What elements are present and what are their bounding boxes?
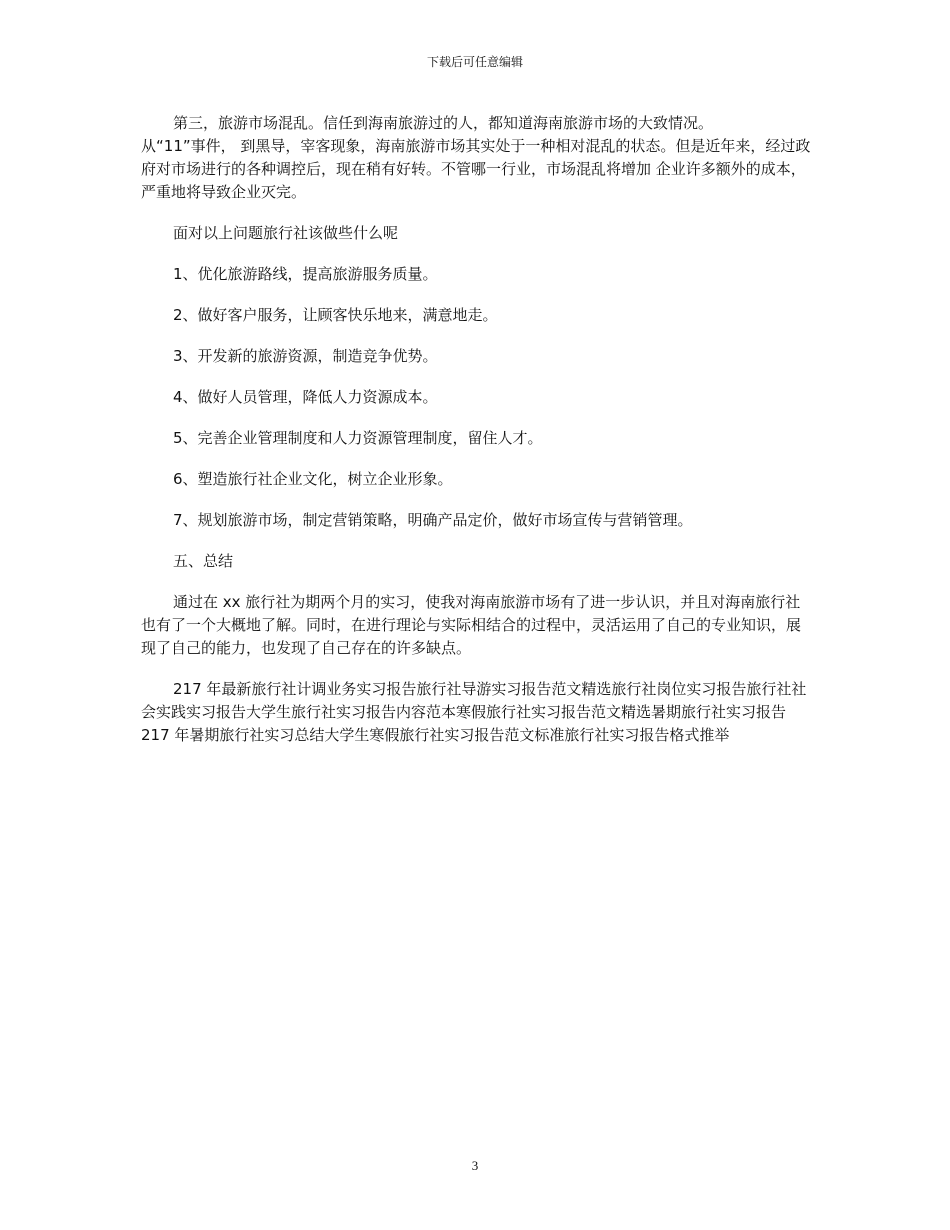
list-item: 5、完善企业管理制度和人力资源管理制度，留住人才。	[173, 429, 543, 447]
page-number: 3	[471, 1158, 479, 1173]
document-body	[141, 112, 813, 747]
paragraph-market-chaos: 从“11”事件， 到黑导，宰客现象，海南旅游市场其实处于一种相对混乱的状态。但是近年来，经过政府对市场进行的各种调控后，现在稍有好转。不管哪一行业，市场混乱将增加 企业许多额外的成本，严重地将导致企业灭完。	[141, 137, 811, 201]
list-item: 7、规划旅游市场，制定营销策略，明确产品定价，做好市场宣传与营销管理。	[173, 511, 693, 529]
paragraph-related-reports: 217 年最新旅行社计调业务实习报告旅行社导游实习报告范文精选旅行社岗位实习报告旅行社社会实践实习报告大学生旅行社实习报告内容范本寒假旅行社实习报告范文精选暑期旅行社实习报告 217 年暑期旅行社实习总结大学生寒假旅行社实习报告范文标准旅行社实习报告格式推举	[141, 680, 807, 744]
paragraph-market-chaos-lead: 第三，旅游市场混乱。信任到海南旅游过的人，都知道海南旅游市场的大致情况。	[173, 114, 714, 132]
section-heading: 五、总结	[173, 552, 234, 570]
paragraph-summary: 通过在 xx 旅行社为期两个月的实习，使我对海南旅游市场有了进一步认识，并且对海南旅行社也有了一个大概地了解。同时，在进行理论与实际相结合的过程中，灵活运用了自己的专业知识，展现了自己的能力，也发现了自己存在的许多缺点。	[141, 593, 802, 657]
page-header: 下载后可任意编辑	[426, 55, 523, 69]
list-item: 2、做好客户服务，让顾客快乐地来，满意地走。	[173, 306, 498, 324]
list-item: 3、开发新的旅游资源，制造竞争优势。	[173, 347, 438, 365]
paragraph-question: 面对以上问题旅行社该做些什么呢	[173, 224, 399, 242]
list-item: 1、优化旅游路线，提高旅游服务质量。	[173, 265, 438, 283]
list-item: 4、做好人员管理，降低人力资源成本。	[173, 388, 438, 406]
list-item: 6、塑造旅行社企业文化，树立企业形象。	[173, 470, 453, 488]
